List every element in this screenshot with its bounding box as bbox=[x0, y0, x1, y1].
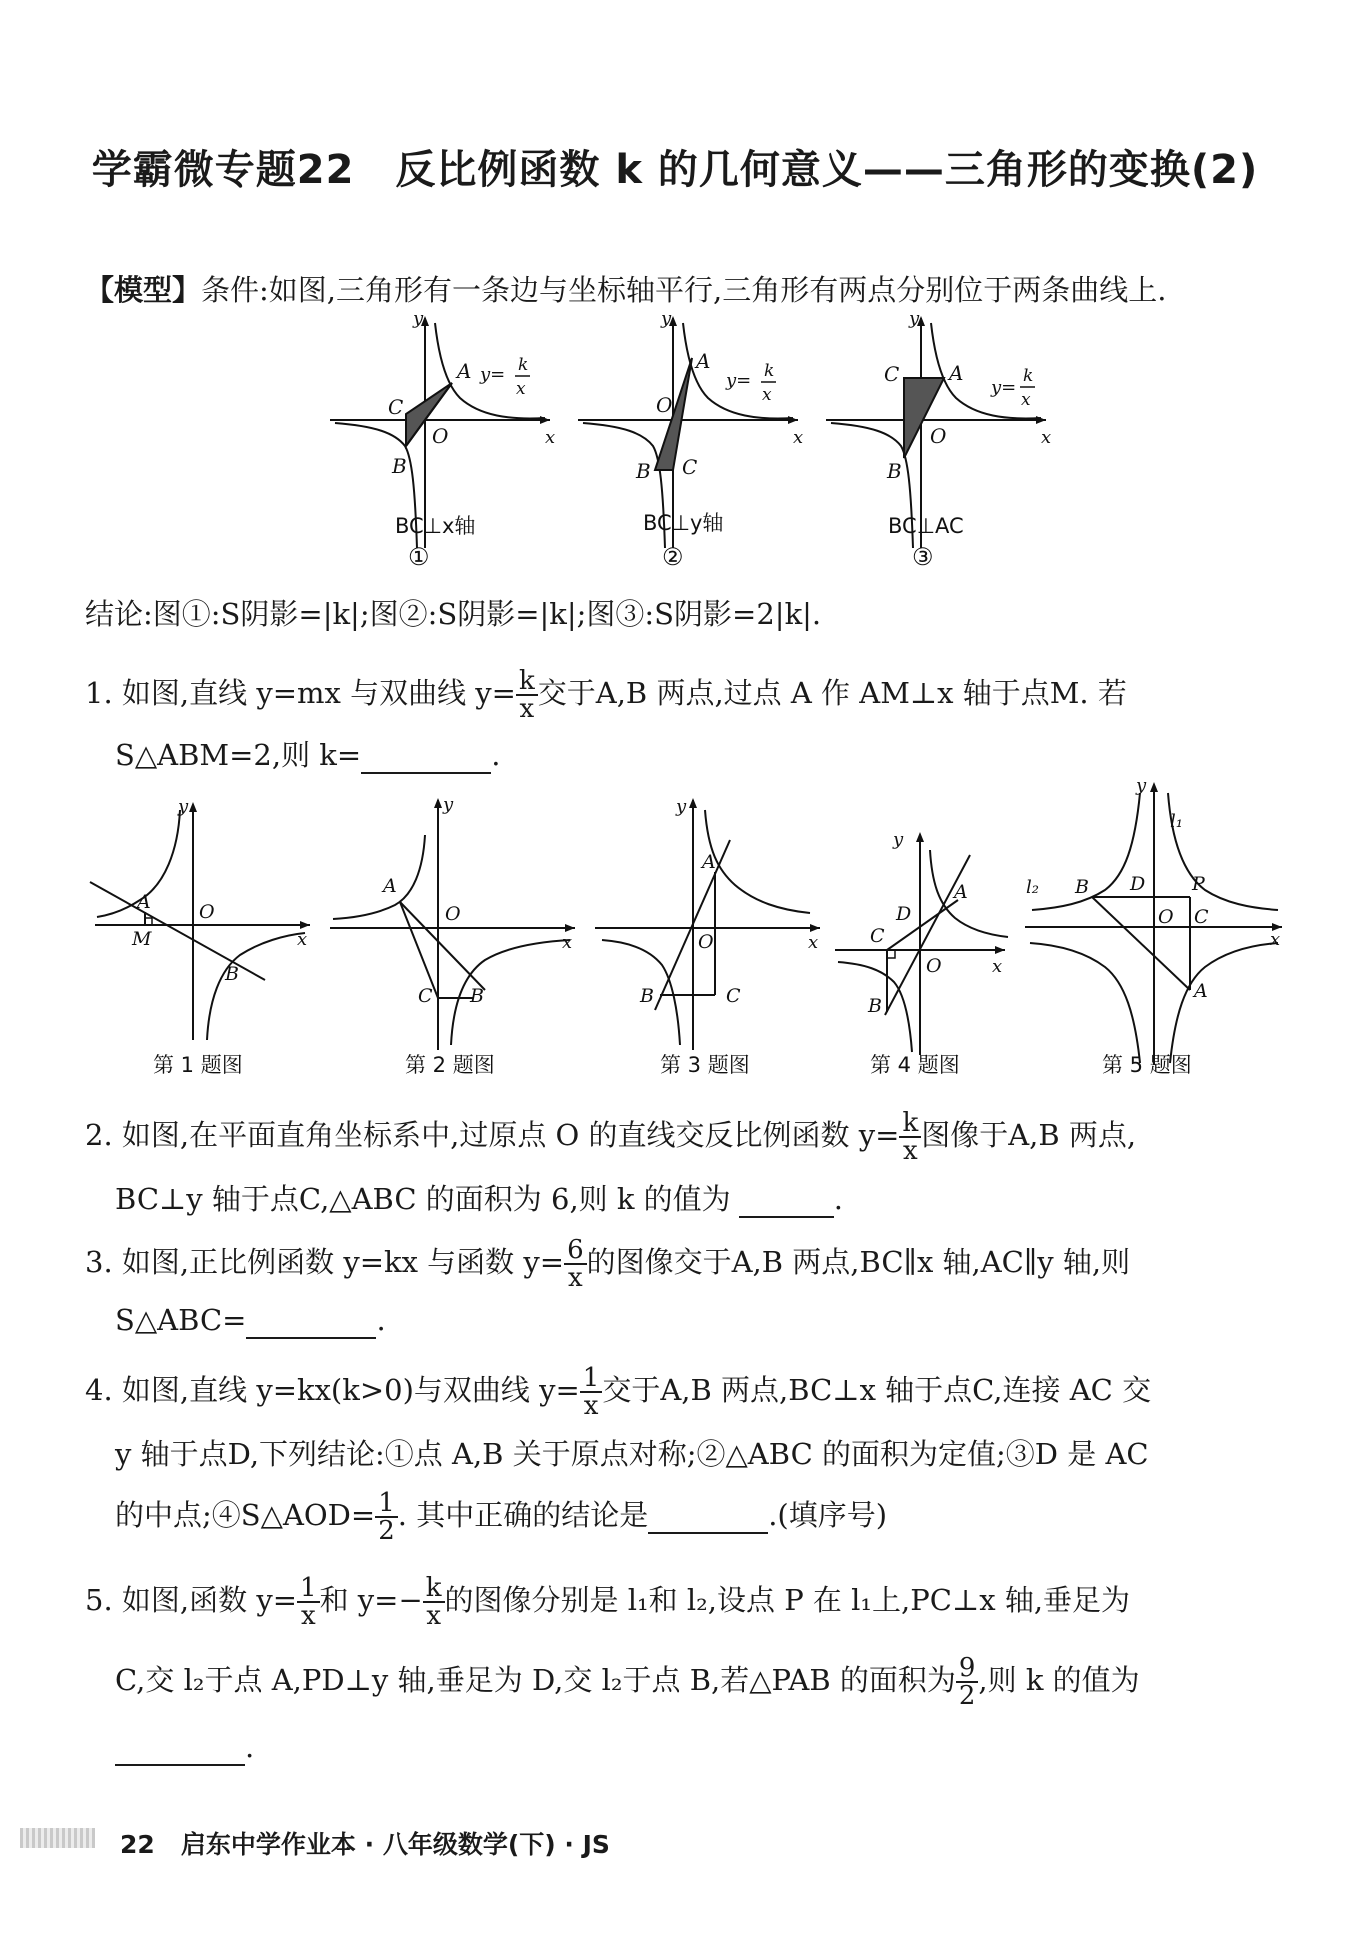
label-p: P bbox=[1192, 873, 1205, 895]
problem-2-fraction bbox=[899, 1110, 921, 1164]
label-o: O bbox=[432, 424, 449, 448]
l1-branch-right bbox=[1168, 793, 1278, 910]
frac-denominator: x bbox=[426, 1601, 441, 1631]
figure-caption: 第 5 题图 bbox=[1102, 1053, 1192, 1077]
label-x: x bbox=[1270, 929, 1281, 950]
problem-3-text-b: 的图像交于A,B 两点,BC∥x 轴,AC∥y 轴,则 bbox=[586, 1245, 1131, 1279]
problem-2-text-a: 2. 如图,在平面直角坐标系中,过原点 O 的直线交反比例函数 y= bbox=[85, 1118, 900, 1152]
line-ac bbox=[400, 902, 438, 998]
problem-4-line-3 bbox=[115, 1490, 887, 1544]
label-l2: l₂ bbox=[1026, 877, 1039, 898]
problem-3-answer-blank[interactable] bbox=[246, 1303, 376, 1339]
line-ab bbox=[885, 855, 970, 1015]
label-y: y bbox=[178, 796, 189, 817]
problem-figure-1 bbox=[85, 790, 325, 1080]
label-b: B bbox=[887, 459, 902, 483]
frac-numerator: 6 bbox=[564, 1237, 587, 1265]
figure-number: ② bbox=[662, 543, 684, 571]
problem-3-period: . bbox=[376, 1303, 386, 1337]
label-a: A bbox=[949, 361, 964, 385]
label-l1: l₁ bbox=[1170, 811, 1183, 832]
figure-number: ③ bbox=[912, 543, 934, 571]
label-c: C bbox=[388, 395, 404, 419]
label-c: C bbox=[682, 455, 698, 479]
x-axis-arrow-icon bbox=[565, 924, 575, 932]
frac-numerator: 1 bbox=[580, 1365, 603, 1393]
label-a: A bbox=[954, 881, 968, 903]
label-y: y bbox=[661, 308, 672, 329]
problem-2-line-1 bbox=[85, 1110, 1136, 1164]
frac-numerator: 1 bbox=[297, 1575, 320, 1603]
label-x: x bbox=[297, 929, 308, 950]
footer bbox=[120, 1825, 610, 1861]
hyperbola-branch-left bbox=[333, 835, 425, 919]
frac-numerator: k bbox=[423, 1575, 445, 1603]
frac-denominator: x bbox=[519, 694, 535, 724]
func-den: x bbox=[1021, 390, 1031, 410]
footer-text: 启东中学作业本 · 八年级数学(下) · JS bbox=[180, 1830, 610, 1859]
problem-5-text-e: ,则 k 的值为 bbox=[978, 1663, 1140, 1697]
x-axis-arrow-icon bbox=[810, 924, 820, 932]
problem-4-text-c: 的中点;④S△AOD= bbox=[115, 1498, 376, 1532]
l1-branch-left bbox=[1030, 943, 1140, 1063]
label-a: A bbox=[137, 891, 151, 913]
problem-4-text-b: 交于A,B 两点,BC⊥x 轴于点C,连接 AC 交 bbox=[602, 1373, 1152, 1407]
problem-3-line-2 bbox=[115, 1303, 386, 1339]
figure-caption: 第 3 题图 bbox=[660, 1053, 750, 1077]
problem-figure-2 bbox=[325, 790, 585, 1080]
problem-1-text-b: 交于A,B 两点,过点 A 作 AM⊥x 轴于点M. 若 bbox=[537, 676, 1127, 710]
hyperbola-branch-right bbox=[930, 850, 1008, 937]
y-axis-arrow-icon bbox=[1150, 782, 1158, 792]
func-num: k bbox=[1023, 366, 1034, 386]
model-conclusion: 结论:图①:S阴影=|k|;图②:S阴影=|k|;图③:S阴影=2|k|. bbox=[85, 597, 822, 631]
model-tag: 【模型】 bbox=[85, 273, 202, 307]
problem-3-text-a: 3. 如图,正比例函数 y=kx 与函数 y= bbox=[85, 1245, 565, 1279]
x-axis-arrow-icon bbox=[300, 921, 310, 929]
problem-1-line-2 bbox=[115, 733, 500, 774]
label-y: y bbox=[1136, 775, 1147, 796]
label-a: A bbox=[457, 359, 472, 383]
label-a: A bbox=[1194, 980, 1208, 1002]
problem-4-fraction bbox=[580, 1365, 603, 1419]
label-o: O bbox=[656, 393, 673, 417]
figure-caption: 第 1 题图 bbox=[153, 1053, 243, 1077]
figure-caption: BC⊥x轴 bbox=[395, 514, 476, 538]
problem-3-line-1 bbox=[85, 1237, 1130, 1291]
model-figure-1 bbox=[320, 308, 560, 578]
label-o: O bbox=[698, 931, 714, 953]
label-d: D bbox=[1130, 873, 1146, 895]
func-den: x bbox=[516, 379, 526, 399]
problem-5-period: . bbox=[245, 1730, 255, 1764]
problem-2-line-2 bbox=[115, 1177, 843, 1218]
label-a: A bbox=[702, 851, 716, 873]
frac-denominator: x bbox=[902, 1136, 918, 1166]
label-y: y bbox=[893, 829, 904, 850]
problem-3-text-c: S△ABC= bbox=[115, 1303, 247, 1337]
frac-denominator: x bbox=[568, 1263, 583, 1293]
problem-2-period: . bbox=[833, 1182, 843, 1216]
func-den: x bbox=[762, 385, 772, 405]
label-x: x bbox=[793, 427, 804, 448]
label-o: O bbox=[199, 901, 215, 923]
problem-5-text-a: 5. 如图,函数 y= bbox=[85, 1583, 298, 1617]
model-figure-2 bbox=[568, 308, 808, 578]
model-condition bbox=[85, 268, 1166, 309]
label-b: B bbox=[640, 985, 654, 1007]
label-b: B bbox=[225, 963, 239, 985]
frac-numerator: 9 bbox=[956, 1655, 979, 1683]
label-d: D bbox=[896, 903, 912, 925]
problem-1-line-1 bbox=[85, 668, 1127, 722]
problem-5-line-2 bbox=[115, 1655, 1140, 1709]
label-m: M bbox=[132, 928, 152, 950]
right-angle-mark bbox=[887, 950, 895, 958]
problem-5-line-1 bbox=[85, 1575, 1130, 1629]
footer-decoration bbox=[20, 1828, 95, 1848]
label-x: x bbox=[992, 956, 1003, 977]
figure-caption: 第 2 题图 bbox=[405, 1053, 495, 1077]
figure-number: ① bbox=[408, 543, 430, 571]
problem-5-fraction-3 bbox=[956, 1655, 979, 1709]
label-o: O bbox=[930, 424, 947, 448]
label-o: O bbox=[445, 903, 461, 925]
problem-5-line-3 bbox=[115, 1730, 254, 1766]
problem-2-text-b: 图像于A,B 两点, bbox=[921, 1118, 1137, 1152]
label-c: C bbox=[418, 985, 433, 1007]
label-b: B bbox=[868, 995, 882, 1017]
func-num: k bbox=[518, 355, 529, 375]
problem-3-fraction bbox=[564, 1237, 587, 1291]
problem-4-fraction-2 bbox=[375, 1490, 398, 1544]
label-y: y bbox=[413, 308, 424, 329]
label-x: x bbox=[1041, 427, 1052, 448]
frac-denominator: x bbox=[583, 1391, 599, 1421]
y-axis-arrow-icon bbox=[189, 802, 197, 812]
label-x: x bbox=[545, 427, 556, 448]
hyperbola-branch-right bbox=[207, 933, 305, 1040]
label-a: A bbox=[696, 349, 711, 373]
label-o: O bbox=[1158, 906, 1174, 928]
figure-caption: BC⊥AC bbox=[888, 514, 964, 538]
label-b: B bbox=[1075, 876, 1089, 898]
page-number: 22 bbox=[120, 1830, 155, 1859]
label-b: B bbox=[636, 459, 651, 483]
problem-5-answer-blank[interactable] bbox=[115, 1730, 245, 1766]
label-b: B bbox=[392, 454, 407, 478]
frac-denominator: 2 bbox=[958, 1681, 976, 1711]
func-y: y= bbox=[991, 377, 1017, 398]
problem-1-answer-blank[interactable] bbox=[361, 738, 491, 774]
problem-figure-3 bbox=[590, 790, 830, 1080]
label-c: C bbox=[726, 985, 741, 1007]
label-c: C bbox=[1194, 906, 1209, 928]
func-y: y= bbox=[726, 370, 752, 391]
frac-numerator: k bbox=[899, 1110, 921, 1138]
problem-5-text-d: C,交 l₂于点 A,PD⊥y 轴,垂足为 D,交 l₂于点 B,若△PAB 的面积为 bbox=[115, 1663, 956, 1697]
model-figure-3 bbox=[816, 308, 1056, 578]
label-c: C bbox=[870, 925, 885, 947]
problem-1-fraction bbox=[516, 668, 538, 722]
problem-4-text-e: .(填序号) bbox=[768, 1498, 888, 1532]
problem-5-fraction-1 bbox=[297, 1575, 320, 1629]
func-y: y= bbox=[480, 364, 506, 385]
problem-4-line-2: y 轴于点D,下列结论:①点 A,B 关于原点对称;②△ABC 的面积为定值;③D 是 AC bbox=[115, 1437, 1149, 1471]
problem-2-text-c: BC⊥y 轴于点C,△ABC 的面积为 6,则 k 的值为 bbox=[115, 1182, 731, 1216]
func-num: k bbox=[764, 361, 775, 381]
y-axis-arrow-icon bbox=[434, 798, 442, 808]
label-x: x bbox=[562, 932, 573, 953]
y-axis-arrow-icon bbox=[916, 832, 924, 842]
page-title: 学霸微专题22 反比例函数 k 的几何意义——三角形的变换(2) bbox=[91, 147, 1259, 193]
x-axis-arrow-icon bbox=[995, 946, 1005, 954]
problem-5-fraction-2 bbox=[423, 1575, 445, 1629]
figure-caption: BC⊥y轴 bbox=[643, 511, 724, 535]
problem-5-text-c: 的图像分别是 l₁和 l₂,设点 P 在 l₁上,PC⊥x 轴,垂足为 bbox=[444, 1583, 1131, 1617]
label-y: y bbox=[909, 308, 920, 329]
problem-4-line-1 bbox=[85, 1365, 1151, 1419]
problem-1-text-a: 1. 如图,直线 y=mx 与双曲线 y= bbox=[85, 676, 516, 710]
frac-numerator: k bbox=[516, 668, 538, 696]
hyperbola-branch-right bbox=[451, 940, 570, 1045]
label-a: A bbox=[383, 875, 397, 897]
problem-4-text-a: 4. 如图,直线 y=kx(k>0)与双曲线 y= bbox=[85, 1373, 580, 1407]
problem-2-answer-blank[interactable] bbox=[739, 1182, 834, 1218]
problem-5-text-b: 和 y=− bbox=[319, 1583, 423, 1617]
problem-1-text-c: S△ABM=2,则 k= bbox=[115, 738, 362, 772]
label-b: B bbox=[470, 985, 484, 1007]
label-x: x bbox=[808, 932, 819, 953]
problem-figure-5 bbox=[1020, 775, 1290, 1080]
label-o: O bbox=[926, 955, 942, 977]
frac-denominator: x bbox=[300, 1601, 316, 1631]
frac-numerator: 1 bbox=[375, 1490, 398, 1518]
line-ab bbox=[1092, 897, 1190, 990]
line-ab bbox=[400, 902, 485, 990]
problem-4-answer-blank[interactable] bbox=[648, 1498, 768, 1534]
label-c: C bbox=[884, 362, 900, 386]
l2-branch-right bbox=[1170, 943, 1278, 1063]
y-axis-arrow-icon bbox=[689, 798, 697, 808]
problem-4-text-d: . 其中正确的结论是 bbox=[397, 1498, 649, 1532]
problem-figure-4 bbox=[830, 790, 1030, 1080]
model-condition-text: 条件:如图,三角形有一条边与坐标轴平行,三角形有两点分别位于两条曲线上. bbox=[201, 273, 1167, 307]
label-y: y bbox=[443, 794, 454, 815]
label-y: y bbox=[676, 796, 687, 817]
frac-denominator: 2 bbox=[378, 1516, 395, 1546]
right-angle-mark bbox=[145, 918, 152, 925]
problem-1-period: . bbox=[491, 738, 501, 772]
figure-caption: 第 4 题图 bbox=[870, 1053, 960, 1077]
